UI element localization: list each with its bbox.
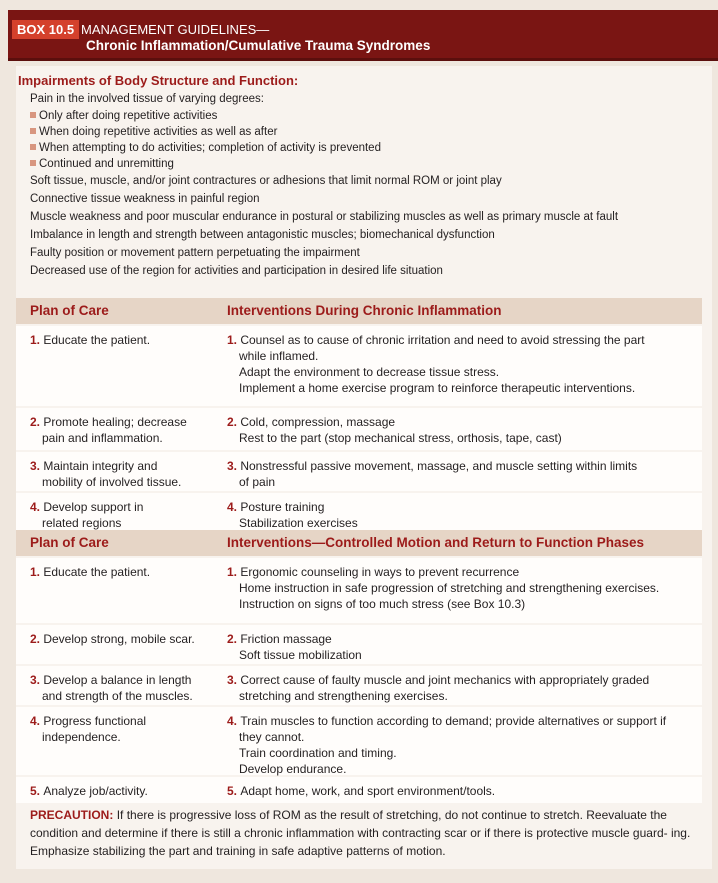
impairment-item: Soft tissue, muscle, and/or joint contractures or adhesions that limit normal ROM or joint play (30, 175, 502, 187)
impairment-item: Muscle weakness and poor muscular endurance in postural or stabilizing muscles as well as primary muscle at fault (30, 211, 619, 223)
item-number: 5. (30, 784, 44, 798)
table1-header (16, 298, 702, 324)
plan-of-care-cell: 4. Develop support in related regions (30, 500, 144, 530)
box-content (16, 66, 712, 869)
precaution-label: PRECAUTION: (30, 808, 114, 822)
plan-of-care-cell: 2. Promote healing; decrease pain and inflammation. (30, 415, 187, 445)
table2-row (16, 666, 702, 705)
pain-bullet: When doing repetitive activities as well as after (16, 124, 712, 140)
box-header (8, 10, 718, 61)
table1-row (16, 493, 702, 531)
header-subtitle: MANAGEMENT GUIDELINES— (81, 22, 270, 37)
plan-of-care-cell: 3. Maintain integrity and mobility of involved tissue. (30, 459, 182, 489)
item-number: 4. (227, 714, 241, 728)
item-number: 3. (227, 673, 241, 687)
item-number: 2. (30, 632, 44, 646)
item-number: 5. (227, 784, 241, 798)
item-number: 3. (30, 673, 44, 687)
intervention-cell: 4. Posture training Stabilization exercises (227, 500, 358, 530)
precaution-text: If there is progressive loss of ROM as the result of stretching, do not continue to stretch. Reevaluate the condition and determine if there is still a chronic inflammation with contracting scar or if there is protective muscle guard- ing. Emphasize stabilizing the part and training in safe adaptive patterns of motion. (30, 808, 691, 858)
bullet-square-icon (30, 144, 36, 150)
table1-row (16, 408, 702, 450)
intervention-cell: 3. Nonstressful passive movement, massage, and muscle setting within limits of pain (227, 459, 638, 489)
plan-of-care-cell: 2. Develop strong, mobile scar. (30, 632, 195, 646)
impairment-item: Faulty position or movement pattern perpetuating the impairment (30, 247, 360, 259)
impairment-item: Imbalance in length and strength between antagonistic muscles; biomechanical dysfunction (30, 229, 495, 241)
header-title: Chronic Inflammation/Cumulative Trauma Syndromes (86, 38, 431, 53)
table1-row (16, 326, 702, 406)
intervention-cell: 4. Train muscles to function according to demand; provide alternatives or support if they cannot. Train coordination and timing. Develop endurance. (227, 714, 667, 776)
table2-row (16, 707, 702, 775)
table2-header (16, 530, 702, 556)
item-number: 2. (227, 632, 241, 646)
item-number: 4. (30, 500, 44, 514)
table1-col-interventions: Interventions During Chronic Inflammation (227, 303, 502, 318)
item-number: 4. (227, 500, 241, 514)
intervention-cell: 5. Adapt home, work, and sport environment/tools. (227, 784, 496, 798)
plan-of-care-cell: 1. Educate the patient. (30, 333, 151, 347)
impairments-intro: Pain in the involved tissue of varying degrees: (30, 93, 264, 105)
table1-row (16, 452, 702, 491)
bullet-square-icon (30, 160, 36, 166)
intervention-cell: 2. Friction massage Soft tissue mobilization (227, 632, 362, 662)
table2-col-plan: Plan of Care (30, 535, 109, 550)
item-number: 3. (30, 459, 44, 473)
item-number: 3. (227, 459, 241, 473)
item-number: 2. (30, 415, 44, 429)
intervention-cell: 3. Correct cause of faulty muscle and joint mechanics with appropriately graded stretching and strengthening exercises. (227, 673, 650, 703)
box-label: BOX 10.5 (12, 20, 79, 39)
plan-of-care-cell: 1. Educate the patient. (30, 565, 151, 579)
item-number: 1. (227, 565, 241, 579)
plan-of-care-cell: 3. Develop a balance in length and strength of the muscles. (30, 673, 193, 703)
table1-col-plan: Plan of Care (30, 303, 109, 318)
item-number: 4. (30, 714, 44, 728)
intervention-cell: 2. Cold, compression, massage Rest to the part (stop mechanical stress, orthosis, tape, cast) (227, 415, 562, 445)
item-number: 1. (30, 333, 44, 347)
table2-row (16, 625, 702, 664)
item-number: 1. (227, 333, 241, 347)
pain-bullet: When attempting to do activities; completion of activity is prevented (16, 140, 712, 156)
bullet-square-icon (30, 128, 36, 134)
table2-row (16, 558, 702, 623)
table2-col-interventions: Interventions—Controlled Motion and Return to Function Phases (227, 535, 645, 550)
intervention-cell: 1. Ergonomic counseling in ways to prevent recurrence Home instruction in safe progression of stretching and strengthening exercises. Instruction on signs of too much stress (see Box 10.3) (227, 565, 660, 611)
bullet-square-icon (30, 112, 36, 118)
plan-of-care-cell: 5. Analyze job/activity. (30, 784, 148, 798)
pain-bullet: Only after doing repetitive activities (16, 108, 712, 124)
impairments-heading: Impairments of Body Structure and Function: (18, 73, 299, 88)
impairments-section (16, 66, 712, 280)
intervention-cell: 1. Counsel as to cause of chronic irritation and need to avoid stressing the part while inflamed. Adapt the environment to decrease tissue stress. Implement a home exercise program to reinforce therapeutic interventions. (227, 333, 645, 395)
impairment-item: Decreased use of the region for activities and participation in desired life situation (30, 265, 443, 277)
table2-row (16, 777, 702, 803)
plan-of-care-cell: 4. Progress functional independence. (30, 714, 147, 744)
precaution-note (30, 806, 700, 860)
impairment-item: Connective tissue weakness in painful region (30, 193, 260, 205)
pain-bullet: Continued and unremitting (16, 156, 712, 172)
item-number: 1. (30, 565, 44, 579)
item-number: 2. (227, 415, 241, 429)
